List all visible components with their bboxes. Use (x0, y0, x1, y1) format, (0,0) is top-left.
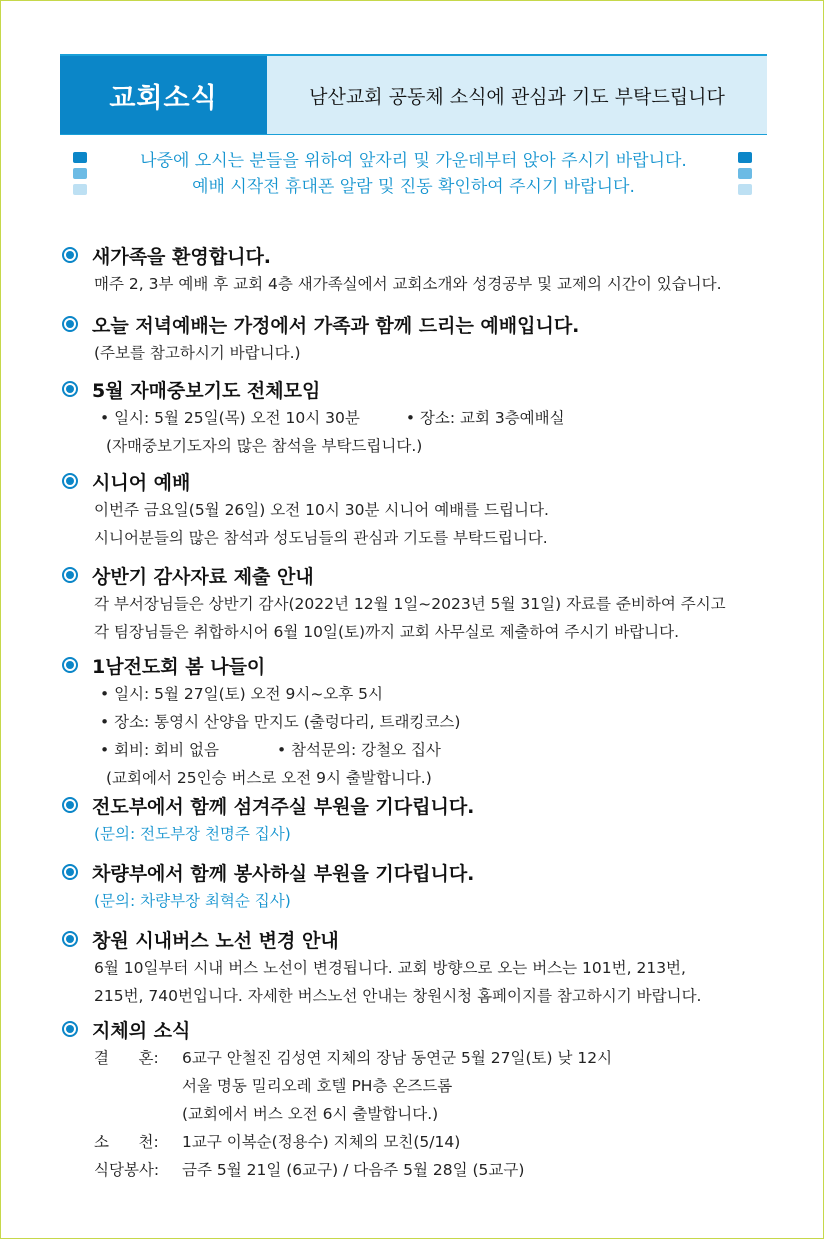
section-title: 상반기 감사자료 제출 안내 (92, 565, 314, 588)
section-spring-outing (62, 650, 782, 792)
section-audit (62, 560, 782, 646)
section-evangelism (62, 790, 782, 848)
section-title: 차량부에서 함께 봉사하실 부원을 기다립니다. (92, 862, 475, 885)
section-note: (교회에서 25인승 버스로 오전 9시 출발합니다.) (106, 769, 432, 787)
section-note: (자매중보기도자의 많은 참석을 부탁드립니다.) (106, 437, 423, 455)
section-bus-route (62, 924, 782, 1010)
funeral-label: 소 천: (94, 1133, 159, 1151)
bullet-icon (62, 657, 78, 673)
section-new-family (62, 240, 782, 298)
bullet-icon (62, 931, 78, 947)
section-line: 각 팀장님들은 취합하시어 6월 10일(토)까지 교회 사무실로 제출하여 주시기 바랍니다. (94, 623, 680, 641)
notice-text (60, 148, 767, 200)
section-line: 이번주 금요일(5월 26일) 오전 10시 30분 시니어 예배를 드립니다. (94, 501, 549, 519)
section-line: 215번, 740번입니다. 자세한 버스노선 안내는 창원시청 홈페이지를 참고하시기 바랍니다. (94, 987, 702, 1005)
section-title: 시니어 예배 (92, 471, 191, 494)
section-contact: (문의: 차량부장 최혁순 집사) (94, 892, 291, 910)
wedding-line: 6교구 안철진 김성연 지체의 장남 동연군 5월 27일(토) 낮 12시 (182, 1049, 613, 1067)
section-title: 지체의 소식 (92, 1019, 191, 1042)
wedding-label: 결 혼: (94, 1049, 159, 1067)
bullet-icon (62, 1021, 78, 1037)
section-member-news (62, 1014, 782, 1184)
section-line: 각 부서장님들은 상반기 감사(2022년 12월 1일~2023년 5월 31일) 자료를 준비하여 주시고 (94, 595, 726, 613)
item-fee: • 회비: 회비 없음 (100, 741, 219, 759)
notice-line-2: 예배 시작전 휴대폰 알람 및 진동 확인하여 주시기 바랍니다. (192, 177, 635, 197)
section-title: 1남전도회 봄 나들이 (92, 655, 266, 678)
section-title: 창원 시내버스 노선 변경 안내 (92, 929, 339, 952)
bullet-icon (62, 381, 78, 397)
header-title: 교회소식 (60, 56, 267, 134)
item-date: • 일시: 5월 27일(토) 오전 9시~오후 5시 (100, 685, 384, 703)
item-place: • 장소: 통영시 산양읍 만지도 (출렁다리, 트래킹코스) (100, 713, 461, 731)
section-line: 시니어분들의 많은 참석과 성도님들의 관심과 기도를 부탁드립니다. (94, 529, 548, 547)
section-prayer-meeting (62, 374, 782, 460)
section-evening-worship (62, 309, 782, 367)
notice-squares-right (738, 152, 752, 200)
kitchen-line: 금주 5월 21일 (6교구) / 다음주 5월 28일 (5교구) (182, 1161, 525, 1179)
section-line: 6월 10일부터 시내 버스 노선이 변경됩니다. 교회 방향으로 오는 버스는 101번, 213번, (94, 959, 686, 977)
item-date: • 일시: 5월 25일(목) 오전 10시 30분 (100, 409, 360, 427)
section-vehicle (62, 857, 782, 915)
header-bottom-rule (60, 134, 767, 135)
wedding-line: (교회에서 버스 오전 6시 출발합니다.) (182, 1105, 439, 1123)
section-title: 새가족을 환영합니다. (92, 245, 272, 268)
bullet-icon (62, 864, 78, 880)
bullet-icon (62, 247, 78, 263)
item-contact: • 참석문의: 강철오 집사 (276, 741, 441, 759)
bullet-icon (62, 473, 78, 489)
bullet-icon (62, 316, 78, 332)
funeral-line: 1교구 이복순(정용수) 지체의 모친(5/14) (182, 1133, 461, 1151)
section-title: 전도부에서 함께 섬겨주실 부원을 기다립니다. (92, 795, 475, 818)
header-bar (60, 56, 767, 134)
kitchen-label: 식당봉사: (94, 1161, 160, 1179)
section-senior-worship (62, 466, 782, 552)
notice-line-1: 나중에 오시는 분들을 위하여 앞자리 및 가운데부터 앉아 주시기 바랍니다. (140, 151, 687, 171)
section-title: 오늘 저녁예배는 가정에서 가족과 함께 드리는 예배입니다. (92, 314, 580, 337)
bullet-icon (62, 567, 78, 583)
header-subtitle: 남산교회 공동체 소식에 관심과 기도 부탁드립니다 (267, 56, 767, 134)
wedding-line: 서울 명동 밀리오레 호텔 PH층 온즈드롬 (182, 1077, 453, 1095)
notice-box (60, 146, 767, 208)
bullet-icon (62, 797, 78, 813)
section-contact: (문의: 전도부장 천명주 집사) (94, 825, 291, 843)
section-line: 매주 2, 3부 예배 후 교회 4층 새가족실에서 교회소개와 성경공부 및 교제의 시간이 있습니다. (94, 275, 722, 293)
section-title: 5월 자매중보기도 전체모임 (92, 379, 321, 402)
item-place: • 장소: 교회 3층예배실 (405, 409, 565, 427)
section-line: (주보를 참고하시기 바랍니다.) (94, 344, 301, 362)
